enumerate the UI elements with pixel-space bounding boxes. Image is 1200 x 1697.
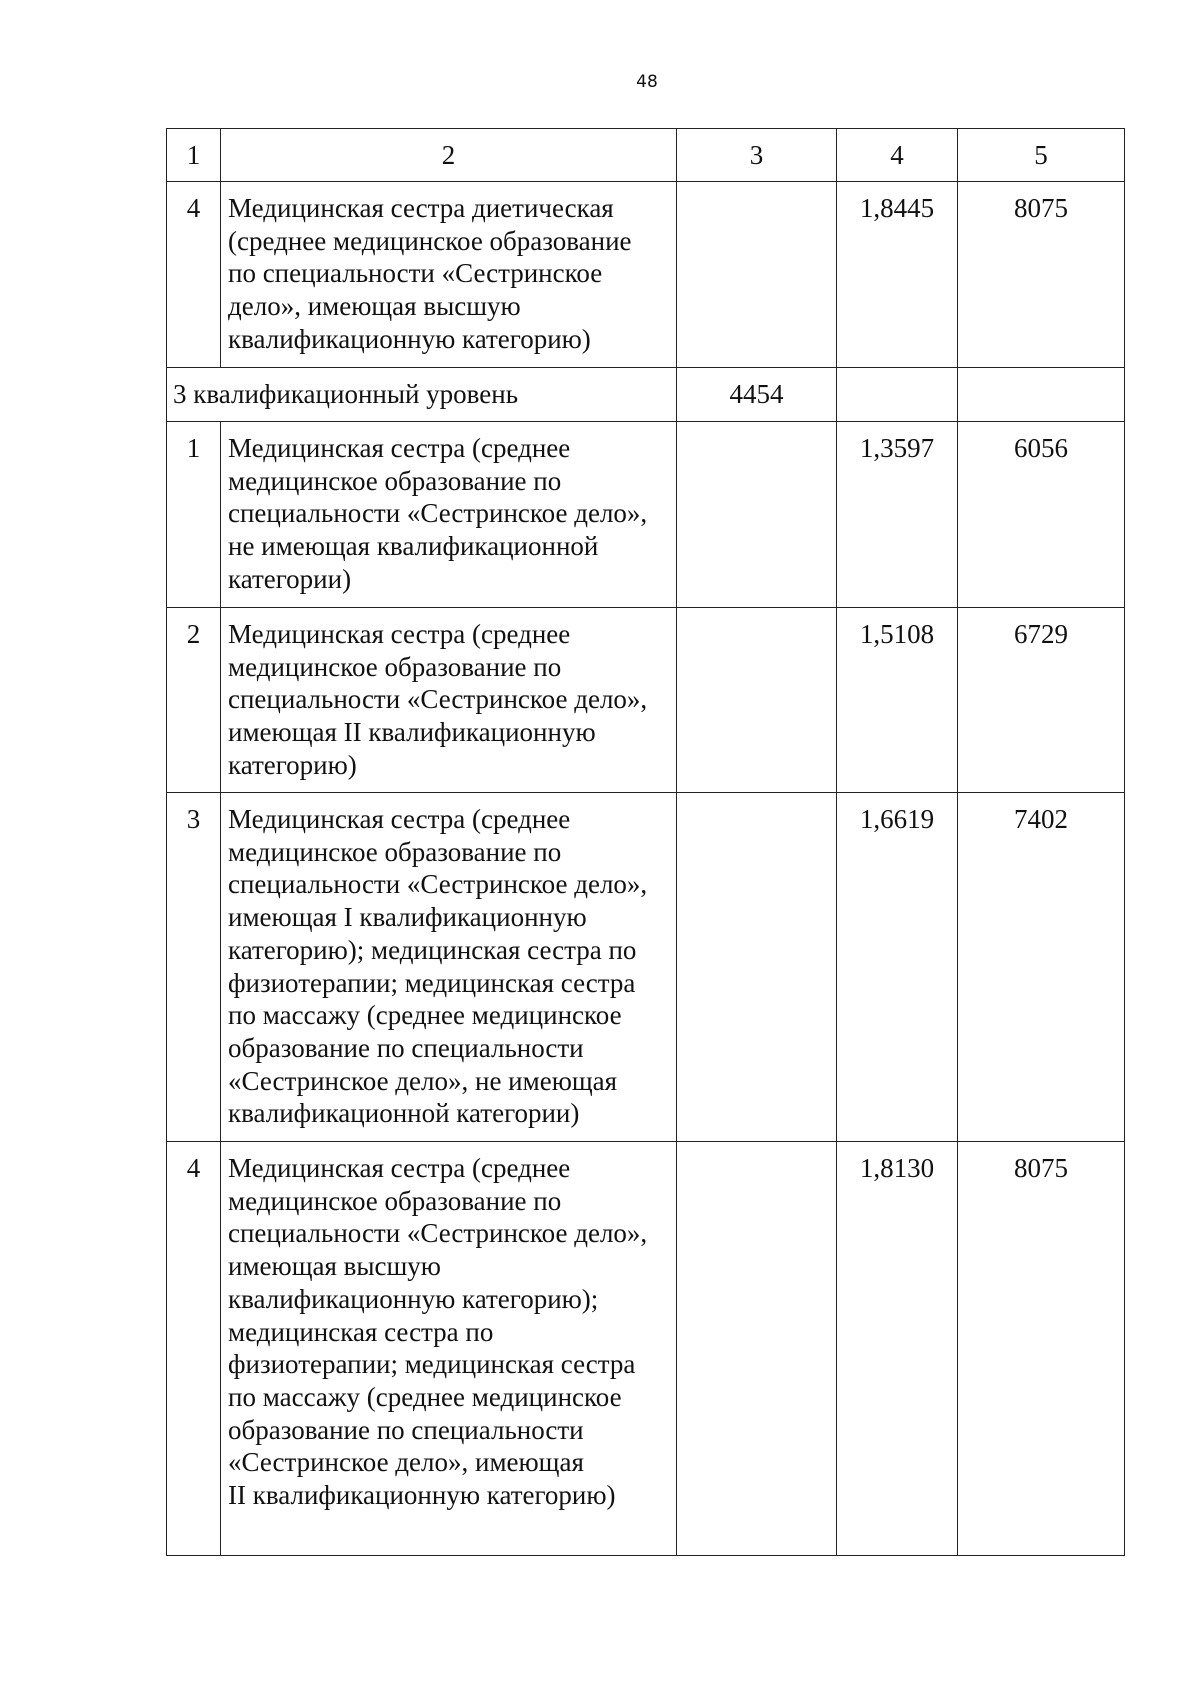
qualification-level-label: 3 квалификационный уровень bbox=[167, 368, 677, 422]
row-number-cell: 4 bbox=[167, 182, 221, 368]
col-5-cell: 8075 bbox=[958, 182, 1125, 368]
column-header: 5 bbox=[958, 129, 1125, 182]
column-header: 2 bbox=[221, 129, 677, 182]
table-row bbox=[167, 1142, 1125, 1556]
page-number: 48 bbox=[636, 72, 658, 92]
table-row bbox=[167, 422, 1125, 608]
position-description-cell: Медицинская сестра (среднее медицинское образование по специальности «Сестринское дело», не имеющая квалификационной категории) bbox=[221, 422, 677, 608]
row-number-cell: 3 bbox=[167, 793, 221, 1142]
col-3-cell bbox=[677, 182, 837, 368]
position-description-cell: Медицинская сестра (среднее медицинское образование по специальности «Сестринское дело», имеющая I квалификационную категорию); медицинская сестра по физиотерапии; медицинская сестра по массажу (среднее медицинское образование по специальности «Сестринское дело», не имеющая квалификационной категории) bbox=[221, 793, 677, 1142]
col-5-cell bbox=[958, 368, 1125, 422]
position-description-cell: Медицинская сестра (среднее медицинское образование по специальности «Сестринское дело», имеющая II квалификационную категорию) bbox=[221, 608, 677, 793]
col-3-cell bbox=[677, 422, 837, 608]
table-row bbox=[167, 793, 1125, 1142]
column-header: 4 bbox=[837, 129, 958, 182]
position-description-cell: Медицинская сестра (среднее медицинское образование по специальности «Сестринское дело», имеющая высшую квалификационную категорию); медицинская сестра по физиотерапии; медицинская сестра по массажу (среднее медицинское образование по специальности «Сестринское дело», имеющая II квалификационную категорию) bbox=[221, 1142, 677, 1556]
col-5-cell: 6729 bbox=[958, 608, 1125, 793]
column-header: 3 bbox=[677, 129, 837, 182]
col-5-cell: 7402 bbox=[958, 793, 1125, 1142]
coefficient-cell: 1,8445 bbox=[837, 182, 958, 368]
row-number-cell: 2 bbox=[167, 608, 221, 793]
col-5-cell: 8075 bbox=[958, 1142, 1125, 1556]
table-row bbox=[167, 608, 1125, 793]
qualification-table bbox=[166, 128, 1125, 1556]
position-description-cell: Медицинская сестра диетическая (среднее медицинское образование по специальности «Сестринское дело», имеющая высшую квалификационную категорию) bbox=[221, 182, 677, 368]
row-number-cell: 4 bbox=[167, 1142, 221, 1556]
coefficient-cell: 1,5108 bbox=[837, 608, 958, 793]
column-header: 1 bbox=[167, 129, 221, 182]
row-number-cell: 1 bbox=[167, 422, 221, 608]
col-3-cell bbox=[677, 1142, 837, 1556]
col-3-cell: 4454 bbox=[677, 368, 837, 422]
table-row bbox=[167, 182, 1125, 368]
coefficient-cell: 1,6619 bbox=[837, 793, 958, 1142]
coefficient-cell: 1,3597 bbox=[837, 422, 958, 608]
table-header-row bbox=[167, 129, 1125, 182]
col-3-cell bbox=[677, 608, 837, 793]
coefficient-cell bbox=[837, 368, 958, 422]
col-3-cell bbox=[677, 793, 837, 1142]
coefficient-cell: 1,8130 bbox=[837, 1142, 958, 1556]
qualification-level-row bbox=[167, 368, 1125, 422]
col-5-cell: 6056 bbox=[958, 422, 1125, 608]
